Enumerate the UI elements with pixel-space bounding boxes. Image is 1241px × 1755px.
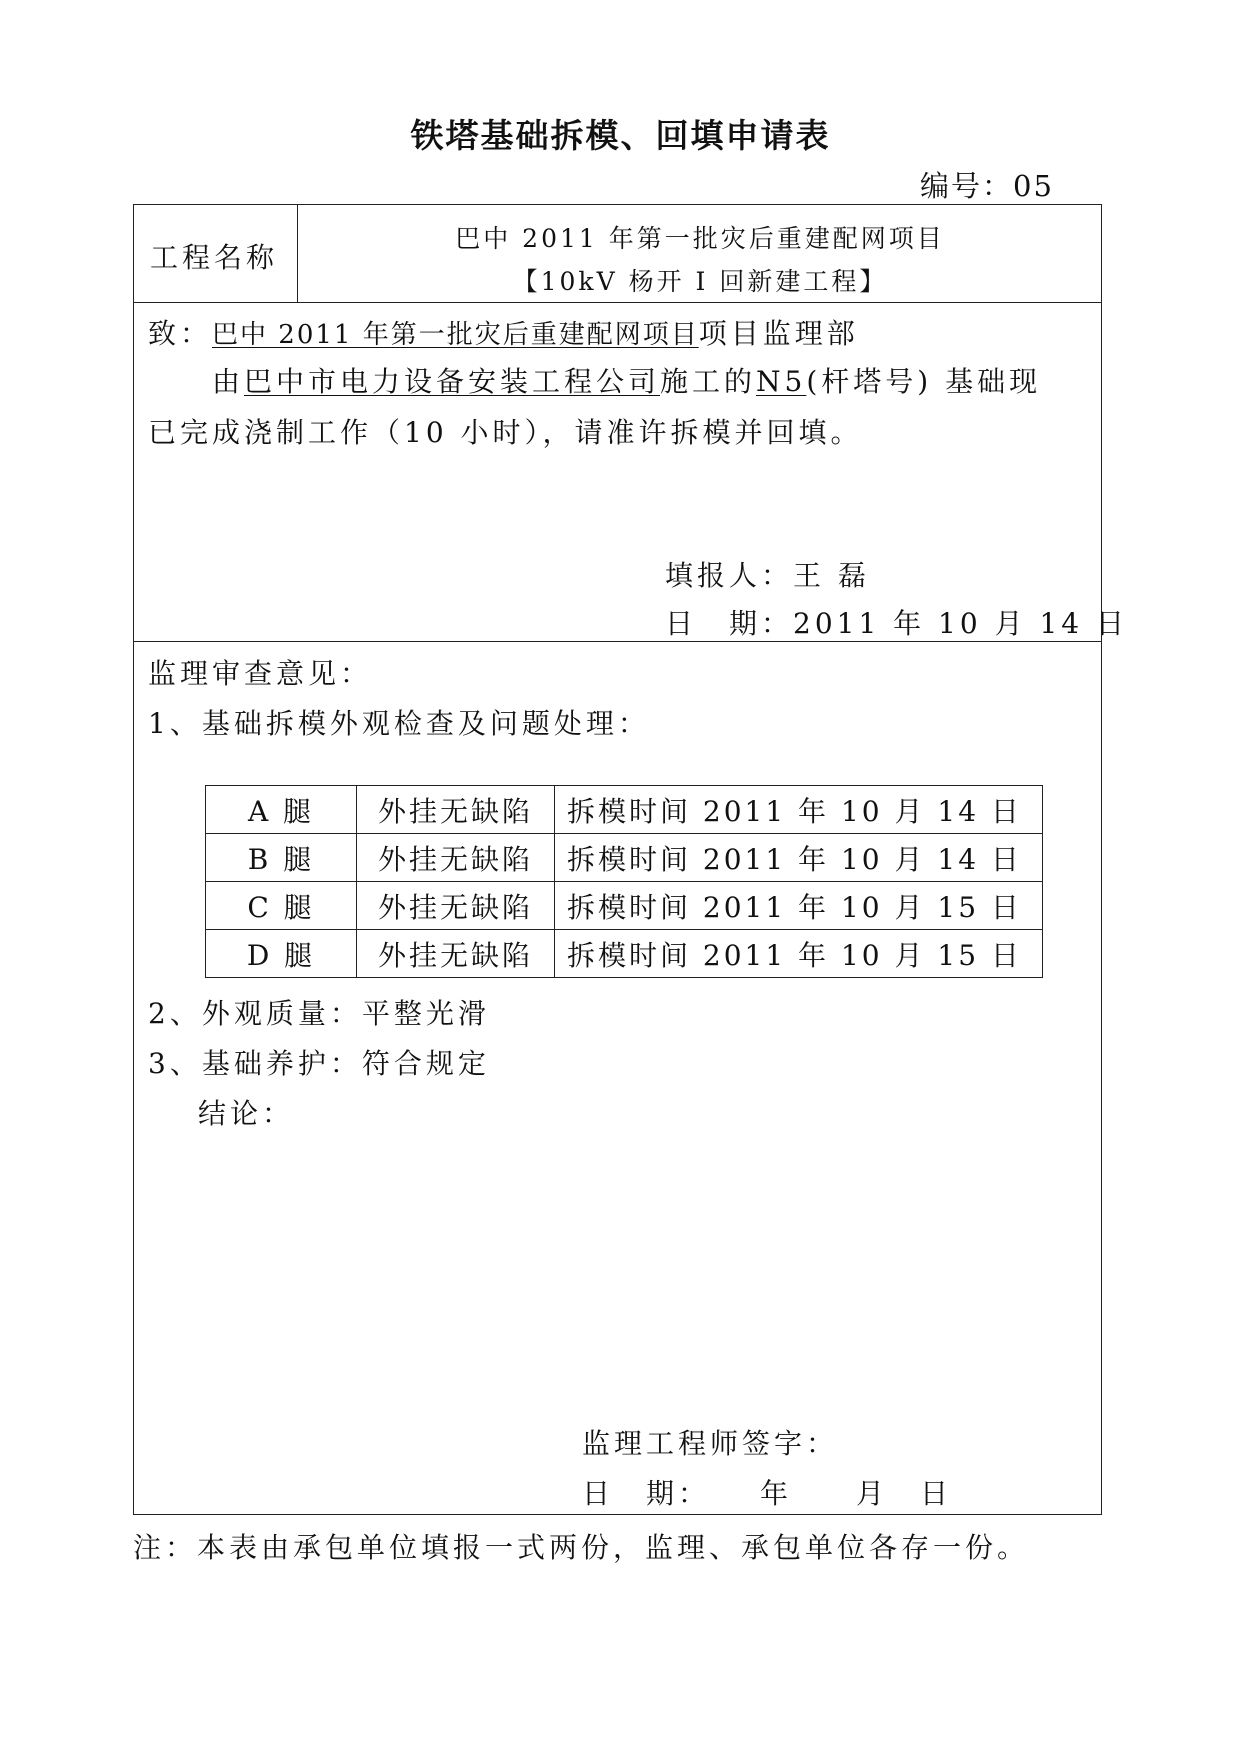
tower-number: N5: [756, 365, 807, 398]
leg-cell: D 腿: [206, 930, 357, 978]
time-cell: 拆模时间 2011 年 10 月 14 日: [555, 786, 1043, 834]
report-date: 日 期：2011 年 10 月 14 日: [665, 607, 1129, 640]
leg-inspection-table: [205, 785, 1043, 978]
status-cell: 外挂无缺陷: [357, 786, 555, 834]
table-row: [206, 786, 1043, 834]
time-cell: 拆模时间 2011 年 10 月 15 日: [555, 930, 1043, 978]
application-line1: 由巴中市电力设备安装工程公司施工的N5(杆塔号) 基础现: [212, 365, 1042, 398]
review-date: 日 期： 年 月 日: [582, 1477, 953, 1510]
status-cell: 外挂无缺陷: [357, 930, 555, 978]
table-row: [206, 930, 1043, 978]
application-line2: 已完成浇制工作（10 小时），请准许拆模并回填。: [148, 416, 863, 449]
footnote: 注：本表由承包单位填报一式两份，监理、承包单位各存一份。: [133, 1531, 1030, 1564]
time-cell: 拆模时间 2011 年 10 月 14 日: [555, 834, 1043, 882]
leg-cell: B 腿: [206, 834, 357, 882]
conclusion-label: 结论：: [198, 1097, 295, 1130]
table-row: [206, 882, 1043, 930]
addressee-org: 巴中 2011 年第一批灾后重建配网项目: [212, 320, 699, 350]
leg-cell: A 腿: [206, 786, 357, 834]
project-name-line2: 【10kV 杨开 I 回新建工程】: [512, 267, 888, 296]
divider-project-label: [297, 204, 298, 302]
divider-project: [133, 302, 1102, 303]
review-item1: 1、基础拆模外观检查及问题处理：: [148, 707, 650, 740]
leg-cell: C 腿: [206, 882, 357, 930]
status-cell: 外挂无缺陷: [357, 882, 555, 930]
time-cell: 拆模时间 2011 年 10 月 15 日: [555, 882, 1043, 930]
engineer-signature-label: 监理工程师签字：: [582, 1427, 839, 1460]
review-heading: 监理审查意见：: [148, 657, 373, 690]
page-title: 铁塔基础拆模、回填申请表: [410, 116, 831, 155]
status-cell: 外挂无缺陷: [357, 834, 555, 882]
serial-number: 编号：05: [920, 169, 1054, 203]
review-item2: 2、外观质量：平整光滑: [148, 997, 490, 1030]
project-label: 工程名称: [150, 241, 279, 274]
project-name-line1: 巴中 2011 年第一批灾后重建配网项目: [455, 224, 945, 253]
addressee: 致：巴中 2011 年第一批灾后重建配网项目项目监理部: [148, 317, 859, 350]
contractor-name: 巴中市电力设备安装工程公司: [244, 365, 661, 398]
review-item3: 3、基础养护：符合规定: [148, 1047, 490, 1080]
table-row: [206, 834, 1043, 882]
reporter: 填报人：王 磊: [665, 559, 870, 592]
